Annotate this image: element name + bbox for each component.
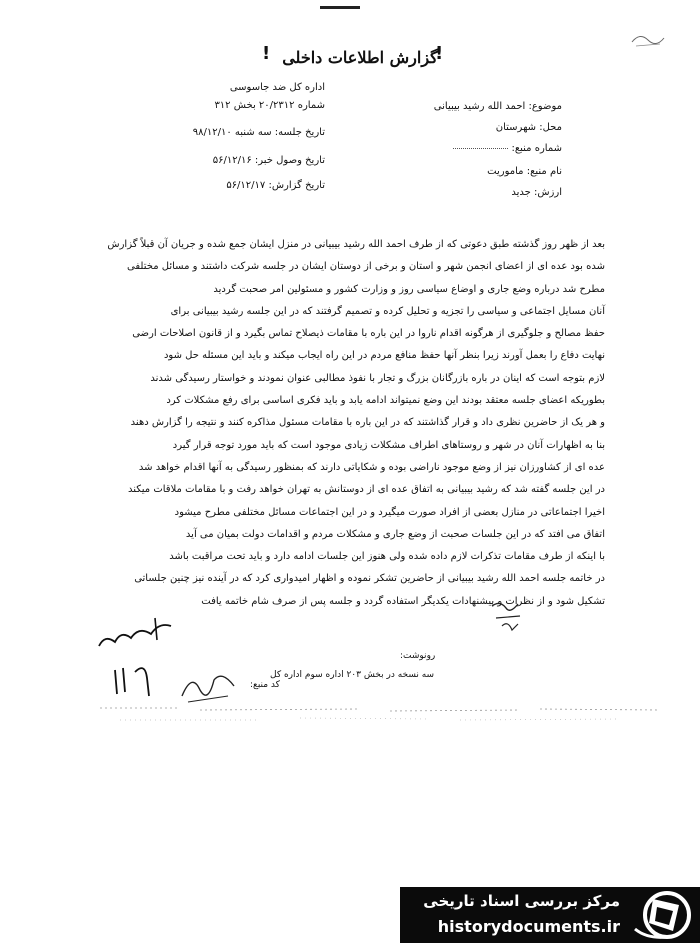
archive-logo-icon xyxy=(627,889,697,941)
archive-name: مرکز بررسی اسناد تاریخی xyxy=(423,892,620,910)
source-number-label: شماره منبع: xyxy=(511,143,562,154)
body-line: بعد از ظهر روز گذشته طبق دعوتی که از طرف احمد الله رشید بیبیانی در منزل ایشان جمع شده و جریان آن قبلاً گزارش xyxy=(107,239,605,250)
body-line: تشکیل شود و از نظرات و پیشنهادات یکدیگر استفاده گردد و جلسه پس از صرف شام خاتمه یافت xyxy=(201,595,605,607)
title-mark-right: ! xyxy=(435,43,444,64)
body-line: در خاتمه جلسه احمد الله رشید بیبیانی از حاضرین تشکر نموده و اظهار امیدواری کرد که در آینده نیز چنین جلساتی xyxy=(134,573,605,585)
body-line: عده ای از کشاورزان نیز از وضع موجود ناراضی بوده و شکایاتی دارند که بمنظور رسیدگی به آنها اقدام خواهد شد xyxy=(138,461,605,473)
body-line: مطرح شد درباره وضع جاری و اوضاع سیاسی روز و وزارت کشور و مسئولین امر صحبت گردید xyxy=(213,283,605,295)
body-line: لازم بتوجه است که اینان در باره بازرگانان بزرگ و تجار با نفوذ مطالبی عنوان نمودند و خواستار رسیدگی شدند xyxy=(150,372,605,384)
source-code-label: کد منبع: xyxy=(250,680,280,690)
body-line: اتفاق می افتد که در این جلسات صحبت از وضع جاری و مشکلات مردم و اقدامات دولت بمیان می آید xyxy=(185,528,605,540)
body-line: اخیرا اجتماعاتی در منازل بعضی از افراد صورت میگیرد و در این اجتماعات مسائل مختلفی مطرح میشود xyxy=(174,506,605,518)
blank-dots xyxy=(453,148,508,149)
grade-line: ارزش: جدید xyxy=(511,187,562,198)
number-line: شماره ۲۰/۲۳۱۲ بخش ۳۱۲ xyxy=(214,100,325,111)
archive-url: historydocuments.ir xyxy=(437,917,620,936)
document-title: گزارش اطلاعات داخلی xyxy=(282,48,438,67)
body-line: بطوریکه اعضای جلسه معتقد بودند این وضع نمیتواند ادامه یابد و باید فکری اساسی برای رفع مشکلات کرد xyxy=(166,395,605,407)
date-line: تاریخ جلسه: سه شنبه ۹۸/۱۲/۱۰ xyxy=(192,127,325,138)
body-line: با اینکه از طرف مقامات تذکرات لازم داده شده ولی هنوز این جلسات ادامه دارد و باید تحت مراقبت باشد xyxy=(169,551,605,563)
title-mark-left: ! xyxy=(262,43,271,64)
body-line: بنا به اظهارات آنان در شهر و روستاهای اطراف مشکلات زیادی موجود است که باید مورد توجه قرار گیرد xyxy=(172,439,605,451)
receipt-date-line: تاریخ وصول خبر: ۵۶/۱۲/۱۶ xyxy=(212,155,325,166)
body-line: آنان مسایل اجتماعی و سیاسی را تجزیه و تحلیل کرده و تصمیم گرفتند که در این جلسه رشید بیبیانی برای xyxy=(170,305,605,317)
source-line: محل: شهرستان xyxy=(495,122,562,133)
report-body xyxy=(100,234,605,613)
handwritten-initials-icon xyxy=(488,598,528,638)
source-name-line: نام منبع: ماموریت xyxy=(487,166,562,177)
distribution-line: سه نسخه در بخش ۲۰۳ اداره سوم اداره کل xyxy=(270,670,435,680)
handwritten-margin-note-icon xyxy=(95,612,175,702)
corner-scribble-icon xyxy=(630,30,670,50)
source-number-line xyxy=(330,143,562,155)
subject-line: موضوع: احمد الله رشید بیبیانی xyxy=(433,101,562,112)
copy-note: رونوشت: xyxy=(400,651,436,661)
body-line: و هر یک از حاضرین نظری داد و قرار گذاشتند که در این باره با مقامات مسئول مذاکره کنند و نتیجه را گزارش دهند xyxy=(130,417,605,429)
top-mark xyxy=(320,6,360,9)
recipient-label: اداره کل ضد جاسوسی xyxy=(229,82,325,93)
report-date-line: تاریخ گزارش: ۵۶/۱۲/۱۷ xyxy=(226,180,325,191)
scan-noise xyxy=(100,698,660,728)
body-line: نهایت دفاع را بعمل آورند زیرا بنظر آنها حفظ منافع مردم در این راه ایجاب میکند و باید این مسئله حل شود xyxy=(163,350,605,362)
body-line: در این جلسه گفته شد که رشید بیبیانی به اتفاق عده ای از دوستانش به تهران خواهد رفت و با مقامات ملاقات میکند xyxy=(127,484,605,496)
archive-watermark xyxy=(400,887,700,943)
body-line: شده بود عده ای از اعضای انجمن شهر و استان و برخی از دوستان ایشان در جلسه شرکت داشتند و مسائل مختلفی xyxy=(127,261,605,273)
body-line: حفظ مصالح و جلوگیری از هرگونه اقدام ناروا در این باره با مقامات ذیصلاح تماس بگیرد و از قانون اصلاحات ارضی xyxy=(132,328,605,340)
